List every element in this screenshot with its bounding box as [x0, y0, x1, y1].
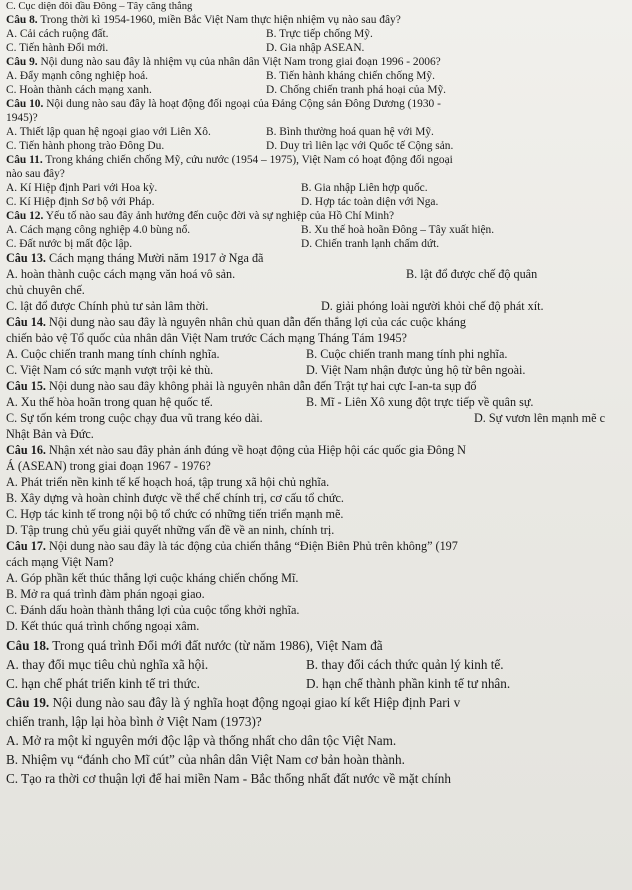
option-row: C. Kí Hiệp định Sơ bộ với Pháp. D. Hợp tác toàn diện với Nga.	[6, 196, 439, 208]
question-stem: Câu 10. Nội dung nào sau đây là hoạt động đối ngoại của Đảng Cộng sản Đông Dương (1930 -	[6, 98, 441, 110]
option-row: A. thay đổi mục tiêu chủ nghĩa xã hội. B. thay đổi cách thức quản lý kinh tế.	[6, 657, 504, 672]
question-stem: Câu 13. Cách mạng tháng Mười năm 1917 ở Nga đã	[6, 251, 264, 265]
option-row: C. Hoàn thành cách mạng xanh. D. Chống chiến tranh phá hoại của Mỹ.	[6, 84, 446, 96]
option-row: A. Góp phần kết thúc thắng lợi cuộc kháng chiến chống Mĩ.	[6, 571, 299, 585]
option-row: A. hoàn thành cuộc cách mạng văn hoá vô sản. B. lật đổ được chế độ quân	[6, 267, 538, 281]
text-line: nào sau đây?	[6, 168, 65, 180]
option-row: A. Cuộc chiến tranh mang tính chính nghĩa. B. Cuộc chiến tranh mang tính phi nghĩa.	[6, 347, 508, 361]
text-line: chiến bảo vệ Tổ quốc của nhân dân Việt Nam trước Cách mạng Tháng Tám 1945?	[6, 331, 407, 345]
text-line: Nhật Bản và Đức.	[6, 427, 94, 441]
text-line: chiến tranh, lập lại hòa bình ở Việt Nam (1973)?	[6, 714, 262, 729]
option-row: C. hạn chế phát triển kinh tế tri thức. D. hạn chế thành phần kinh tế tư nhân.	[6, 676, 511, 691]
option-row: A. Phát triển nền kinh tế kế hoạch hoá, tập trung xã hội chủ nghĩa.	[6, 475, 330, 489]
question-stem: Câu 12. Yếu tố nào sau đây ảnh hưởng đến cuộc đời và sự nghiệp của Hồ Chí Minh?	[6, 210, 395, 222]
option-row: B. Nhiệm vụ “đánh cho Mĩ cút” của nhân dân Việt Nam cơ bản hoàn thành.	[6, 752, 405, 767]
option-row: C. Việt Nam có sức mạnh vượt trội kẻ thù. D. Việt Nam nhận được ủng hộ từ bên ngoài.	[6, 363, 526, 377]
option-row: A. Xu thế hòa hoãn trong quan hệ quốc tế. B. Mĩ - Liên Xô xung đột trực tiếp về quân sự.	[6, 395, 534, 409]
option-row: C. lật đổ được Chính phủ tư sản lâm thời. D. giải phóng loài người khỏi chế độ phát xít.	[6, 299, 544, 313]
question-stem: Câu 9. Nội dung nào sau đây là nhiệm vụ của nhân dân Việt Nam trong giai đoạn 1996 - 2006?	[6, 56, 441, 68]
option-row: C. Hợp tác kinh tế trong nội bộ tổ chức có những tiến triển mạnh mẽ.	[6, 507, 344, 521]
text-line: chủ chuyên chế.	[6, 283, 85, 297]
question-stem: Câu 14. Nội dung nào sau đây là nguyên nhân chủ quan dẫn đến thắng lợi của các cuộc kháng	[6, 315, 466, 329]
text-line: C. Cục diện đôi đầu Đông – Tây căng thẳng	[6, 1, 193, 12]
question-stem: Câu 18. Trong quá trình Đổi mới đất nước (từ năm 1986), Việt Nam đã	[6, 638, 383, 653]
text-line: cách mạng Việt Nam?	[6, 555, 114, 569]
option-row: C. Tạo ra thời cơ thuận lợi để hai miền Nam - Bắc thống nhất đất nước về mặt chính	[6, 771, 451, 786]
text-line: Á (ASEAN) trong giai đoạn 1967 - 1976?	[6, 459, 211, 473]
question-stem: Câu 19. Nội dung nào sau đây là ý nghĩa hoạt động ngoại giao kí kết Hiệp định Pari v	[6, 695, 461, 710]
option-row: A. Đẩy mạnh công nghiệp hoá. B. Tiến hành kháng chiến chống Mỹ.	[6, 70, 435, 82]
option-row: C. Đánh dấu hoàn thành thắng lợi của cuộc tổng khởi nghĩa.	[6, 603, 300, 617]
question-stem: Câu 17. Nội dung nào sau đây là tác động của chiến thắng “Điện Biên Phủ trên không” (197	[6, 539, 458, 553]
option-row: B. Mở ra quá trình đàm phán ngoại giao.	[6, 587, 205, 601]
option-row: A. Kí Hiệp định Pari với Hoa kỳ. B. Gia nhập Liên hợp quốc.	[6, 182, 428, 194]
option-row: C. Sự tốn kém trong cuộc chạy đua vũ trang kéo dài. D. Sự vươn lên mạnh mẽ c	[6, 411, 606, 425]
option-row: C. Tiến hành Đổi mới. D. Gia nhập ASEAN.	[6, 42, 365, 54]
option-row: D. Tập trung chủ yếu giải quyết những vấn đề về an ninh, chính trị.	[6, 523, 335, 537]
question-stem: Câu 16. Nhận xét nào sau đây phản ánh đúng về hoạt động của Hiệp hội các quốc gia Đông N	[6, 443, 466, 457]
option-row: A. Thiết lập quan hệ ngoại giao với Liên Xô. B. Bình thường hoá quan hệ với Mỹ.	[6, 126, 434, 138]
option-row: A. Mở ra một kỉ nguyên mới độc lập và thống nhất cho dân tộc Việt Nam.	[6, 733, 397, 748]
option-row: C. Tiến hành phong trào Đông Du. D. Duy trì liên lạc với Quốc tế Cộng sản.	[6, 140, 454, 152]
option-row: B. Xây dựng và hoàn chỉnh được về thể chế chính trị, cơ cấu tổ chức.	[6, 491, 344, 505]
option-row: A. Cải cách ruộng đất. B. Trực tiếp chống Mỹ.	[6, 28, 373, 40]
option-row: C. Đất nước bị mất độc lập. D. Chiến tranh lạnh chấm dứt.	[6, 238, 440, 250]
question-stem: Câu 11. Trong kháng chiến chống Mỹ, cứu nước (1954 – 1975), Việt Nam có hoạt động đối ngoại	[6, 154, 453, 166]
question-stem: Câu 8. Trong thời kì 1954-1960, miền Bắc Việt Nam thực hiện nhiệm vụ nào sau đây?	[6, 14, 401, 26]
question-stem: Câu 15. Nội dung nào sau đây không phải là nguyên nhân dẫn đến Trật tự hai cực I-an-ta sụp đổ	[6, 379, 477, 393]
text-line: 1945)?	[6, 112, 38, 124]
option-row: D. Kết thúc quá trình chống ngoại xâm.	[6, 619, 200, 633]
option-row: A. Cách mạng công nghiệp 4.0 bùng nổ. B. Xu thế hoà hoãn Đông – Tây xuất hiện.	[6, 224, 495, 236]
